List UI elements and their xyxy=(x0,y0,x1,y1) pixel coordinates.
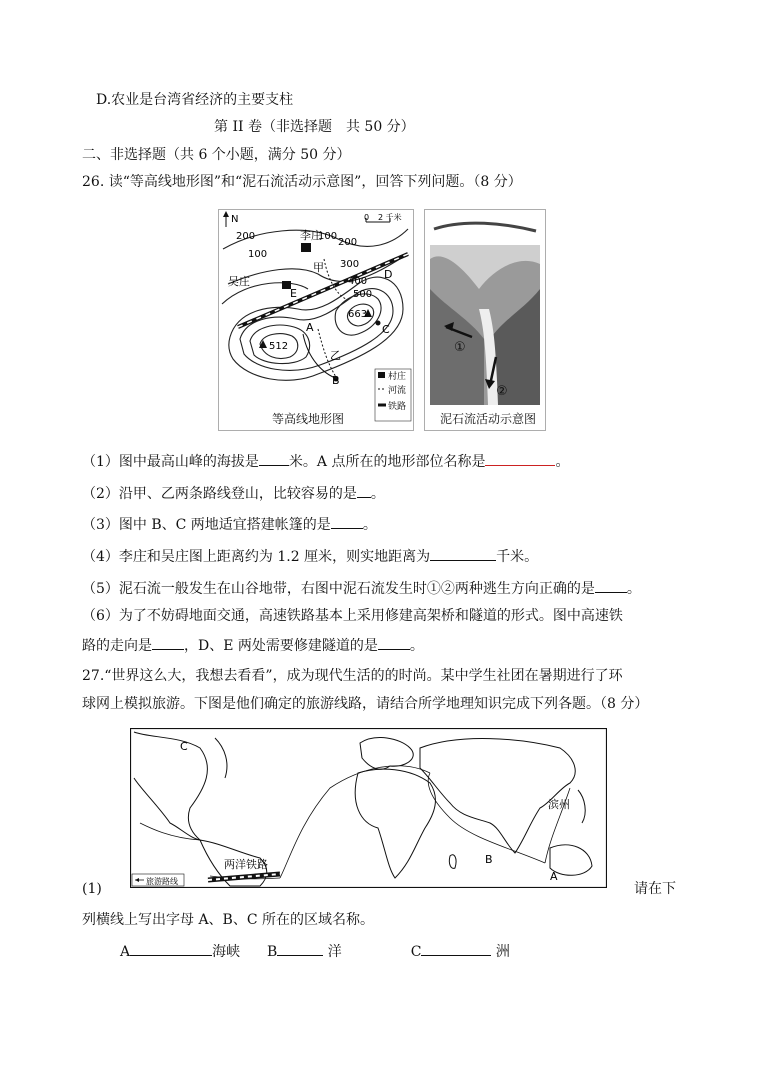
q26-2-text-b: 。 xyxy=(370,486,385,502)
peak-663-label: 663 xyxy=(348,309,368,320)
q26-6-text-d: 。 xyxy=(409,638,424,654)
answer-a-unit: 海峡 xyxy=(212,944,241,960)
mudflow-caption: 泥石流活动示意图 xyxy=(440,412,537,426)
q26-6-line-1: （6）为了不妨碍地面交通，高速铁路基本上采用修建高架桥和隧道的形式。图中高速铁 xyxy=(82,608,623,624)
q26-6-text-b: 路的走向是 xyxy=(82,638,152,654)
q26-1-blank-2[interactable] xyxy=(485,451,555,466)
q26-3 xyxy=(82,514,377,535)
q26-6-line-2 xyxy=(82,635,424,656)
q26-5 xyxy=(82,578,641,599)
village-li-label: 李庄 xyxy=(300,229,322,242)
answer-b-letter: B xyxy=(267,944,278,960)
answer-c-blank[interactable] xyxy=(421,941,491,956)
q26-1-text-c: 。 xyxy=(555,454,570,470)
answer-a-blank[interactable] xyxy=(130,941,212,956)
contour-200a: 200 xyxy=(236,231,256,242)
contour-100a: 100 xyxy=(248,249,268,260)
legend-village: 村庄 xyxy=(388,372,407,382)
option-d: D.农业是台湾省经济的主要支柱 xyxy=(96,92,294,108)
q26-3-text-b: 。 xyxy=(362,517,377,533)
q27-answers xyxy=(120,941,510,962)
q26-5-text-a: （5）泥石流一般发生在山谷地带，右图中泥石流发生时①②两种逃生方向正确的是 xyxy=(82,581,595,597)
q26-3-blank[interactable] xyxy=(331,514,363,529)
point-b-label: B xyxy=(332,374,340,387)
q26-5-blank[interactable] xyxy=(595,578,627,593)
contour-map-caption: 等高线地形图 xyxy=(272,412,345,426)
q26-5-text-b: 。 xyxy=(626,581,641,597)
contour-200b: 200 xyxy=(338,237,358,248)
q27-line-1: 27.“世界这么大，我想去看看”，成为现代生活的的时尚。某中学生社团在暑期进行了环 xyxy=(82,668,623,684)
q27-1-tail: 请在下 xyxy=(634,881,676,897)
q26-2-blank[interactable] xyxy=(357,483,371,498)
answer-a-letter: A xyxy=(120,944,131,960)
q26-4-text-a: （4）李庄和吴庄图上距离约为 1.2 厘米，则实地距离为 xyxy=(82,549,431,565)
section-2-heading: 二、非选择题（共 6 个小题，满分 50 分） xyxy=(82,147,351,163)
arrow-2-label: ② xyxy=(496,384,508,399)
world-label-a: A xyxy=(550,870,558,883)
q26-3-text-a: （3）图中 B、C 两地适宜搭建帐篷的是 xyxy=(82,517,331,533)
world-map-figure xyxy=(130,728,607,888)
answer-c-unit: 洲 xyxy=(495,944,510,960)
part-2-title: 第 II 卷（非选择题 共 50 分） xyxy=(214,119,415,135)
north-label: N xyxy=(231,214,239,225)
q26-4 xyxy=(82,546,538,567)
world-railway-label: 两洋铁路 xyxy=(224,858,268,871)
legend-river: 河流 xyxy=(388,386,407,396)
scale-zero: 0 xyxy=(364,213,370,222)
route-yi-label: 乙 xyxy=(330,349,341,362)
legend-rail: 铁路 xyxy=(388,402,407,412)
contour-100b: 100 xyxy=(318,231,338,242)
contour-300: 300 xyxy=(340,259,360,270)
q27-line-2: 球网上模拟旅游。下图是他们确定的旅游线路，请结合所学地理知识完成下列各题。（8 分） xyxy=(82,696,649,712)
world-legend-route: 旅游路线 xyxy=(146,877,178,886)
point-d-label: D xyxy=(384,268,393,281)
q26-6-text-c: ，D、E 两处需要修建隧道的是 xyxy=(184,638,378,654)
q26-4-text-b: 千米。 xyxy=(496,549,539,565)
contour-500: 500 xyxy=(353,289,373,300)
q26-1-text-b: 米。A 点所在的地形部位名称是 xyxy=(288,454,486,470)
mudflow-figure xyxy=(424,209,546,431)
point-e-label: E xyxy=(290,287,297,300)
q26-6-blank-2[interactable] xyxy=(378,635,410,650)
contour-400: 400 xyxy=(348,276,368,287)
q27-1-continuation: 列横线上写出字母 A、B、C 所在的区域名称。 xyxy=(82,912,375,928)
q26-1 xyxy=(82,451,569,472)
q26-2-text-a: （2）沿甲、乙两条路线登山，比较容易的是 xyxy=(82,486,357,502)
q26-4-blank[interactable] xyxy=(430,546,496,561)
answer-b-unit: 洋 xyxy=(327,944,342,960)
point-c-label: C xyxy=(382,323,390,336)
point-a-label: A xyxy=(306,321,314,334)
scale-label: 2 千米 xyxy=(378,213,402,222)
arrow-1-label: ① xyxy=(454,340,466,355)
world-label-c: C xyxy=(180,740,188,753)
q26-1-text-a: （1）图中最高山峰的海拔是 xyxy=(82,454,259,470)
world-label-b: B xyxy=(485,853,493,866)
q26-1-blank-1[interactable] xyxy=(259,451,289,466)
route-jia-label: 甲 xyxy=(313,261,324,274)
question-26-stem: 26. 读“等高线地形图”和“泥石流活动示意图”，回答下列问题。（8 分） xyxy=(82,174,522,190)
q26-2 xyxy=(82,483,385,504)
world-city-binzhou: 滨州 xyxy=(548,798,570,811)
answer-b-blank[interactable] xyxy=(277,941,323,956)
answer-c-letter: C xyxy=(410,944,422,960)
q26-6-blank-1[interactable] xyxy=(152,635,184,650)
peak-512-label: 512 xyxy=(269,341,289,352)
q27-1-number: (1) xyxy=(82,881,102,897)
contour-map-figure xyxy=(218,209,414,431)
village-wu-label: 吴庄 xyxy=(228,275,250,288)
